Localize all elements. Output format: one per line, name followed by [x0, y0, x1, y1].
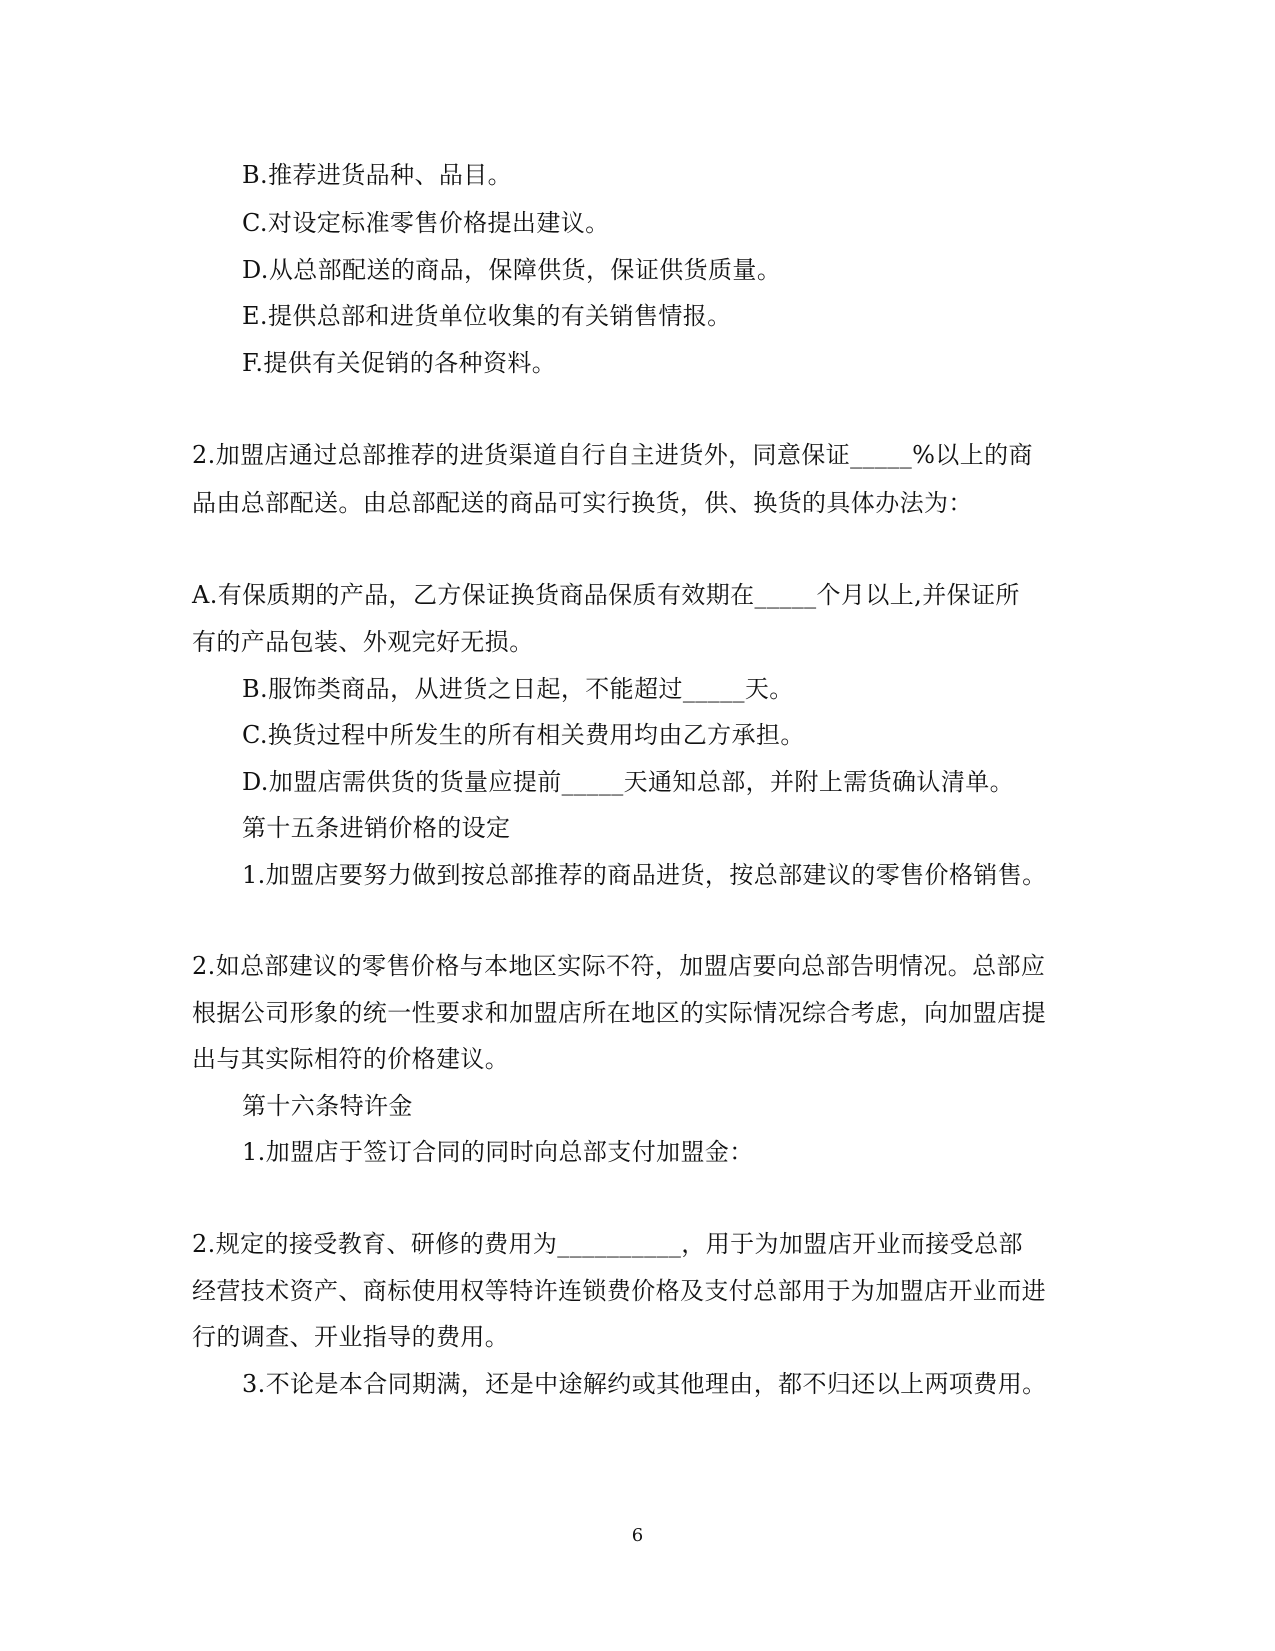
- text-line: 经营技术资产、商标使用权等特许连锁费价格及支付总部用于为加盟店开业而进: [192, 1277, 1046, 1305]
- text-line: B.服饰类商品，从进货之日起，不能超过_____天。: [242, 675, 794, 703]
- text-line: 2.如总部建议的零售价格与本地区实际不符，加盟店要向总部告明情况。总部应: [192, 952, 1046, 980]
- section-heading: 第十五条进销价格的设定: [242, 814, 511, 842]
- text-line: C.对设定标准零售价格提出建议。: [242, 209, 610, 237]
- text-line: 2.规定的接受教育、研修的费用为__________，用于为加盟店开业而接受总部: [192, 1230, 1023, 1258]
- text-line: C.换货过程中所发生的所有相关费用均由乙方承担。: [242, 721, 805, 749]
- text-line: F.提供有关促销的各种资料。: [242, 349, 557, 377]
- text-line: 1.加盟店要努力做到按总部推荐的商品进货，按总部建议的零售价格销售。: [242, 861, 1047, 889]
- text-line: 根据公司形象的统一性要求和加盟店所在地区的实际情况综合考虑，向加盟店提: [192, 999, 1046, 1027]
- text-line: D.加盟店需供货的货量应提前_____天通知总部，并附上需货确认清单。: [242, 768, 1015, 796]
- text-line: 出与其实际相符的价格建议。: [192, 1045, 510, 1073]
- text-line: E.提供总部和进货单位收集的有关销售情报。: [242, 302, 732, 330]
- page-number: 6: [631, 1525, 644, 1546]
- section-heading: 第十六条特许金: [242, 1092, 413, 1120]
- text-line: A.有保质期的产品，乙方保证换货商品保质有效期在_____个月以上,并保证所: [192, 581, 1020, 609]
- text-line: 行的调查、开业指导的费用。: [192, 1323, 510, 1351]
- text-line: 有的产品包装、外观完好无损。: [192, 628, 534, 656]
- text-line: D.从总部配送的商品，保障供货，保证供货质量。: [242, 256, 782, 284]
- text-line: B.推荐进货品种、品目。: [242, 161, 513, 189]
- text-line: 1.加盟店于签订合同的同时向总部支付加盟金：: [242, 1138, 754, 1166]
- text-line: 品由总部配送。由总部配送的商品可实行换货，供、换货的具体办法为：: [192, 489, 973, 517]
- text-line: 3.不论是本合同期满，还是中途解约或其他理由，都不归还以上两项费用。: [242, 1370, 1047, 1398]
- text-line: 2.加盟店通过总部推荐的进货渠道自行自主进货外，同意保证_____%以上的商: [192, 441, 1033, 469]
